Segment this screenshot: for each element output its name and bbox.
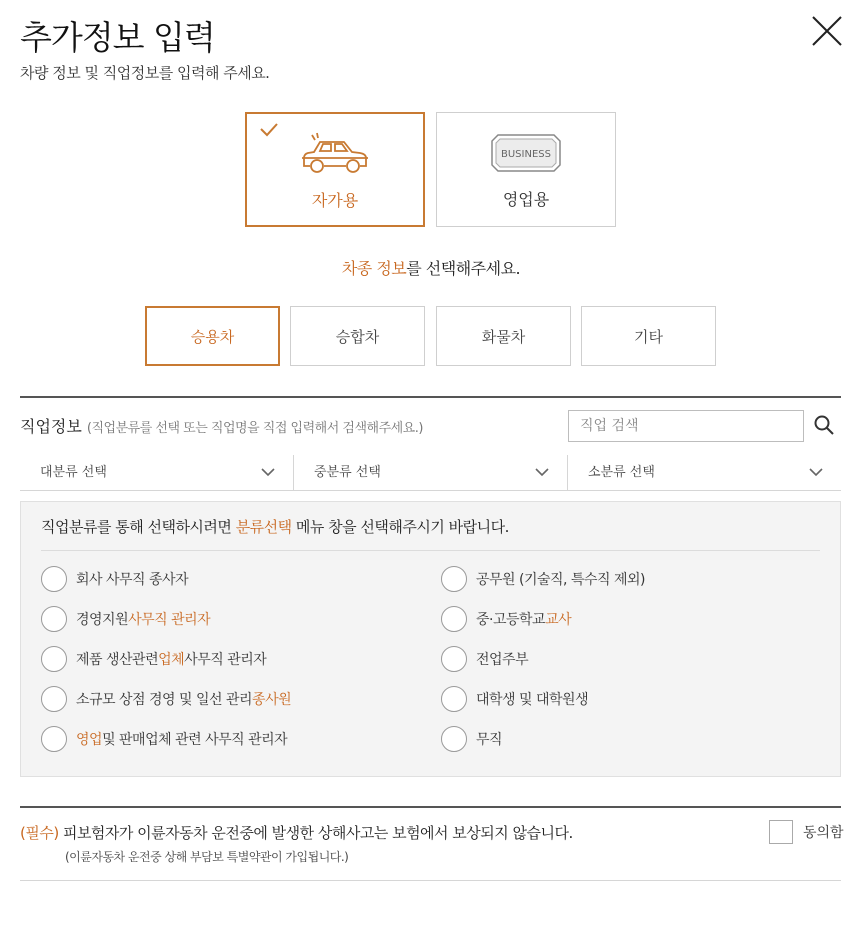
middle-category-select[interactable] xyxy=(293,455,567,490)
job-title-text: 직업정보 xyxy=(20,417,82,436)
radio-button[interactable] xyxy=(41,686,67,712)
option-text: 무직 xyxy=(476,732,503,748)
option-text: 제품 생산관련 xyxy=(76,652,159,668)
select-label: 대분류 선택 xyxy=(40,465,107,480)
vehicle-type-van[interactable]: 승합차 xyxy=(290,306,425,366)
badge-text: BUSINESS xyxy=(501,149,551,160)
close-icon xyxy=(810,14,844,48)
select-label: 소분류 선택 xyxy=(588,465,655,480)
vehicle-type-other[interactable]: 기타 xyxy=(581,306,716,366)
job-option[interactable] xyxy=(41,606,210,632)
prompt-accent: 차종 정보 xyxy=(341,259,407,278)
page-subtitle: 차량 정보 및 직업정보를 입력해 주세요. xyxy=(20,64,270,82)
option-accent: 영업 xyxy=(76,732,103,748)
radio-button[interactable] xyxy=(441,566,467,592)
option-text: 대학생 및 대학원생 xyxy=(476,692,589,708)
radio-button[interactable] xyxy=(441,726,467,752)
job-search-input[interactable] xyxy=(568,410,804,442)
job-option[interactable] xyxy=(441,726,502,752)
prompt-rest: 를 선택해주세요. xyxy=(406,259,521,278)
job-quick-select-panel xyxy=(20,501,841,777)
search-button[interactable] xyxy=(812,413,836,437)
option-text: 소규모 상점 경영 및 일선 관리 xyxy=(76,692,253,708)
radio-button[interactable] xyxy=(441,686,467,712)
bottom-divider xyxy=(20,880,841,881)
job-option[interactable] xyxy=(441,566,645,592)
option-text: 공무원 (기술직, 특수직 제외) xyxy=(476,572,645,588)
option-text: 중·고등학교 xyxy=(476,612,546,628)
panel-heading-text: 메뉴 창을 선택해주시기 바랍니다. xyxy=(291,518,509,536)
section-divider xyxy=(20,396,841,398)
section-divider xyxy=(20,806,841,808)
panel-heading-text: 직업분류를 통해 선택하시려면 xyxy=(41,518,236,536)
agreement-text xyxy=(20,822,573,843)
job-option[interactable] xyxy=(41,686,291,712)
radio-button[interactable] xyxy=(41,726,67,752)
option-accent: 업체 xyxy=(158,652,185,668)
agree-checkbox[interactable] xyxy=(769,820,793,844)
business-badge-icon xyxy=(490,133,562,173)
option-text: 회사 사무직 종사자 xyxy=(76,572,189,588)
car-icon xyxy=(298,132,372,176)
chevron-down-icon xyxy=(261,467,275,477)
job-option[interactable] xyxy=(41,726,287,752)
usage-option-business[interactable] xyxy=(436,112,616,227)
radio-button[interactable] xyxy=(41,646,67,672)
job-option[interactable] xyxy=(441,686,588,712)
job-section-title xyxy=(20,414,423,437)
job-category-selects xyxy=(20,455,841,491)
major-category-select[interactable] xyxy=(20,455,293,490)
job-hint: (직업분류를 선택 또는 직업명을 직접 입력해서 검색해주세요.) xyxy=(86,421,423,436)
vehicle-type-sedan[interactable]: 승용차 xyxy=(145,306,280,366)
option-accent: 종사원 xyxy=(252,692,292,708)
agree-checkbox-label[interactable]: 동의함 xyxy=(803,825,844,841)
page-title: 추가정보 입력 xyxy=(20,18,215,57)
usage-label: 자가용 xyxy=(311,191,359,210)
option-text: 경영지원 xyxy=(76,612,129,628)
radio-button[interactable] xyxy=(441,606,467,632)
panel-heading-accent: 분류선택 xyxy=(235,518,292,536)
search-icon xyxy=(812,413,836,437)
job-option[interactable] xyxy=(441,646,528,672)
radio-button[interactable] xyxy=(41,606,67,632)
option-text: 전업주부 xyxy=(476,652,529,668)
radio-button[interactable] xyxy=(41,566,67,592)
option-text: 및 판매업체 관련 사무직 관리자 xyxy=(102,732,288,748)
option-accent: 교사 xyxy=(545,612,572,628)
option-text: 사무직 관리자 xyxy=(184,652,267,668)
minor-category-select[interactable] xyxy=(567,455,841,490)
option-accent: 사무직 관리자 xyxy=(128,612,211,628)
agreement-subtext: (이륜자동차 운전중 상해 부담보 특별약관이 가입됩니다.) xyxy=(65,850,349,864)
chevron-down-icon xyxy=(535,467,549,477)
required-tag: (필수) xyxy=(20,824,59,842)
agreement-body: 피보험자가 이륜자동차 운전중에 발생한 상해사고는 보험에서 보상되지 않습니다. xyxy=(58,824,573,842)
job-option[interactable] xyxy=(41,566,188,592)
vehicle-type-truck[interactable]: 화물차 xyxy=(436,306,571,366)
vehicle-type-prompt xyxy=(0,256,850,279)
usage-option-private[interactable] xyxy=(245,112,425,227)
panel-heading xyxy=(41,516,509,537)
select-label: 중분류 선택 xyxy=(314,465,381,480)
job-option[interactable] xyxy=(41,646,266,672)
close-button[interactable] xyxy=(810,14,844,48)
chevron-down-icon xyxy=(809,467,823,477)
panel-divider xyxy=(41,550,820,551)
usage-label: 영업용 xyxy=(502,190,550,209)
radio-button[interactable] xyxy=(441,646,467,672)
job-option[interactable] xyxy=(441,606,571,632)
